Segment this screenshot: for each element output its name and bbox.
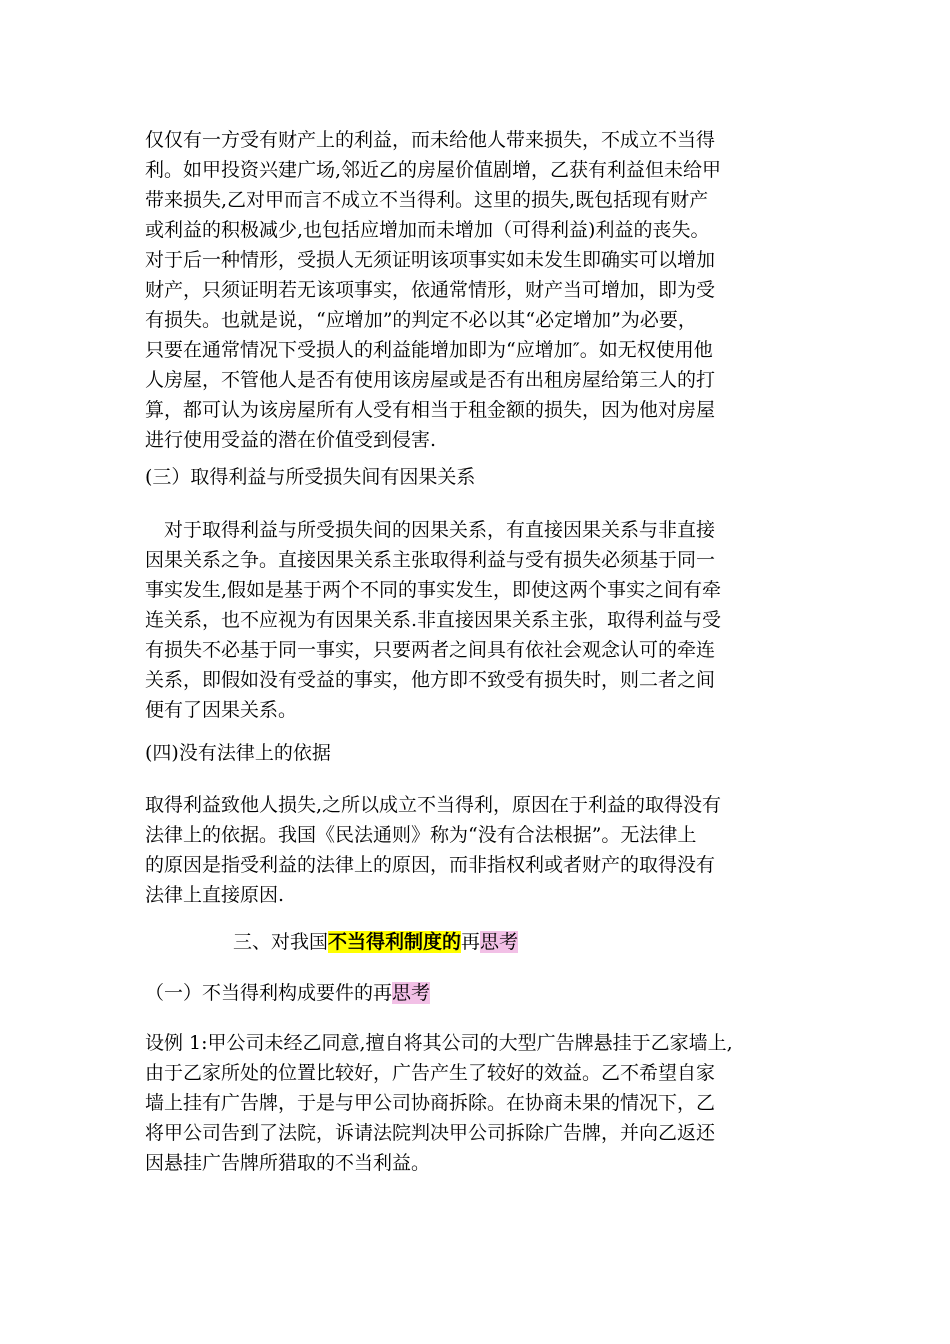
text-line: 进行使用受益的潜在价值受到侵害.: [145, 429, 437, 451]
text-line: 法律上直接原因.: [145, 884, 285, 906]
text-line: 取得利益致他人损失,之所以成立不当得利，原因在于利益的取得没有: [145, 794, 722, 816]
text-line: 连关系，也不应视为有因果关系.非直接因果关系主张，取得利益与受: [145, 609, 722, 631]
highlight-yellow: 不当得利制度的: [328, 931, 462, 953]
subsection-heading: (三）取得利益与所受损失间有因果关系: [145, 466, 476, 488]
text-line: 对于后一种情形，受损人无须证明该项事实如未发生即确实可以增加: [145, 249, 716, 271]
subsection-heading-prefix: （一）不当得利构成要件的再: [145, 982, 393, 1004]
text-line: 算，都可认为该房屋所有人受有相当于租金额的损失，因为他对房屋: [145, 399, 716, 421]
heading-causation: [145, 462, 825, 492]
highlight-pink: 思考: [392, 982, 431, 1004]
paragraph-legal-basis: [145, 790, 825, 910]
text-line: 或利益的积极减少,也包括应增加而未增加（可得利益)利益的丧失。: [145, 219, 710, 241]
paragraph-loss: [145, 125, 825, 455]
text-line: 事实发生,假如是基于两个不同的事实发生，即使这两个事实之间有牵: [145, 579, 722, 601]
section-heading: [233, 927, 518, 957]
text-line: 的原因是指受利益的法律上的原因，而非指权利或者财产的取得没有: [145, 854, 716, 876]
text-line: 对于取得利益与所受损失间的因果关系，有直接因果关系与非直接: [164, 519, 716, 541]
text-line: 只要在通常情况下受损人的利益能增加即为“应增加″。如无权使用他: [145, 339, 713, 361]
text-line: 财产，只须证明若无该项事实，依通常情形，财产当可增加，即为受: [145, 279, 716, 301]
text-line: 将甲公司告到了法院，诉请法院判决甲公司拆除广告牌，并向乙返还: [145, 1122, 716, 1144]
subsection-heading-elements: [145, 978, 430, 1008]
text-line: 人房屋，不管他人是否有使用该房屋或是否有出租房屋给第三人的打: [145, 369, 716, 391]
text-line: 因悬挂广告牌所猎取的不当利益。: [145, 1152, 431, 1174]
text-line: 利。如甲投资兴建广场,邻近乙的房屋价值剧增，乙获有利益但未给甲: [145, 159, 722, 181]
text-line: 带来损失,乙对甲而言不成立不当得利。这里的损失,既包括现有财产: [145, 189, 709, 211]
text-line: 由于乙家所处的位置比较好，广告产生了较好的效益。乙不希望自家: [145, 1062, 716, 1084]
text-line: 法律上的依据。我国《民法通则》称为“没有合法根据”。无法律上: [145, 824, 697, 846]
text-line: 有损失不必基于同一事实，只要两者之间具有依社会观念认可的牵连: [145, 639, 716, 661]
text-line: 设例 1:甲公司未经乙同意,擅自将其公司的大型广告牌悬挂于乙家墙上,: [145, 1032, 733, 1054]
text-line: 墙上挂有广告牌，于是与甲公司协商拆除。在协商未果的情况下，乙: [145, 1092, 716, 1114]
section-heading-middle: 再: [461, 931, 481, 953]
text-line: 关系，即假如没有受益的事实，他方即不致受有损失时，则二者之间: [145, 669, 716, 691]
subsection-heading: (四)没有法律上的依据: [145, 742, 331, 764]
text-line: 因果关系之争。直接因果关系主张取得利益与受有损失必须基于同一: [145, 549, 716, 571]
heading-no-legal-basis: [145, 738, 825, 768]
text-line: 有损失。也就是说，“应增加”的判定不必以其“必定增加”为必要，: [145, 309, 697, 331]
section-heading-prefix: 三、对我国: [233, 931, 329, 953]
paragraph-case-example: [145, 1028, 825, 1178]
text-line: 仅仅有一方受有财产上的利益，而未给他人带来损失，不成立不当得: [145, 129, 716, 151]
paragraph-causation: [145, 515, 825, 725]
text-line: 便有了因果关系。: [145, 699, 298, 721]
highlight-pink: 思考: [480, 931, 519, 953]
